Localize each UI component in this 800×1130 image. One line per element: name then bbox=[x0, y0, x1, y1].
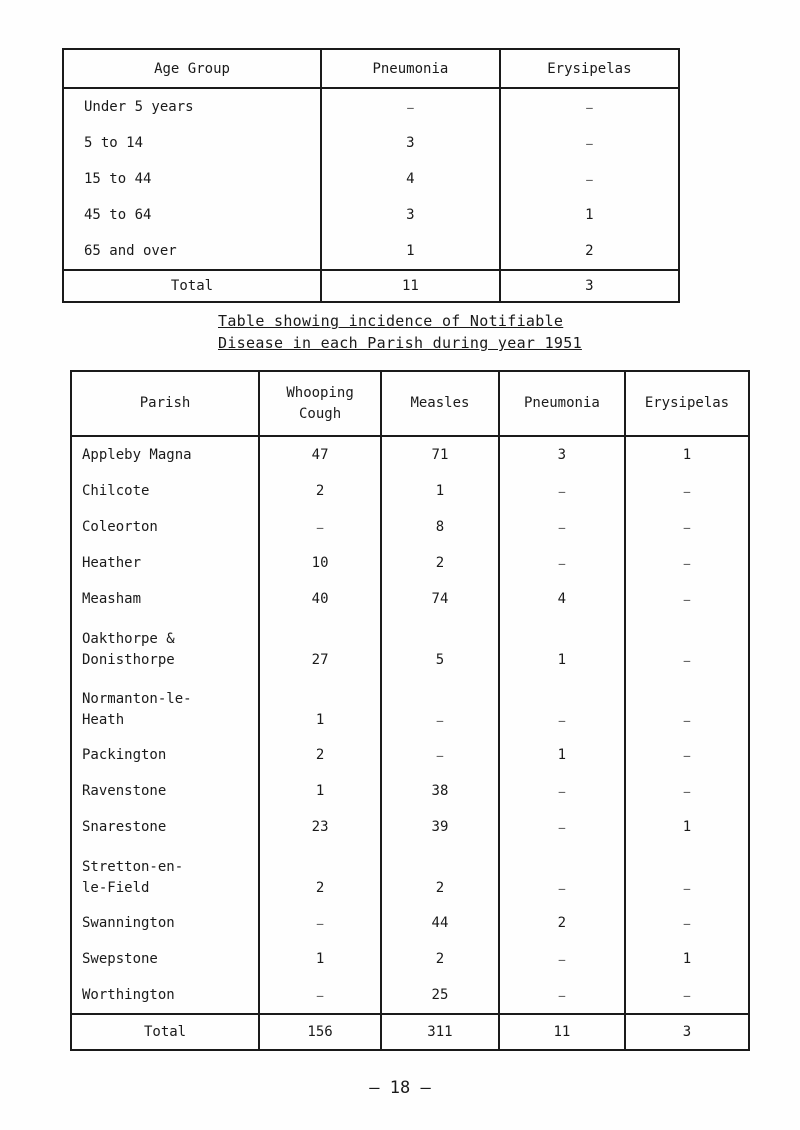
header-cell: Whooping Cough bbox=[259, 371, 381, 436]
parish-name-cell: Coleorton bbox=[71, 509, 259, 545]
value-cell: 25 bbox=[381, 977, 499, 1014]
value-cell: – bbox=[625, 677, 749, 737]
table-row bbox=[71, 809, 749, 845]
table-row bbox=[71, 436, 749, 473]
parish-name-cell: Stretton-en- le-Field bbox=[71, 845, 259, 905]
value-cell: – bbox=[625, 509, 749, 545]
value-cell: – bbox=[381, 737, 499, 773]
value-cell: – bbox=[499, 509, 625, 545]
parish-name-cell: Measham bbox=[71, 581, 259, 617]
value-cell: 1 bbox=[381, 473, 499, 509]
header-cell: Erysipelas bbox=[625, 371, 749, 436]
value-cell: 1 bbox=[259, 773, 381, 809]
value-cell: – bbox=[499, 977, 625, 1014]
parish-disease-table bbox=[70, 370, 750, 1051]
parish-name-cell: Heather bbox=[71, 545, 259, 581]
value-cell: 1 bbox=[625, 436, 749, 473]
value-cell: – bbox=[259, 977, 381, 1014]
header-cell: Measles bbox=[381, 371, 499, 436]
value-cell: 3 bbox=[499, 436, 625, 473]
value-cell: 74 bbox=[381, 581, 499, 617]
value-cell: 1 bbox=[259, 941, 381, 977]
value-cell: 44 bbox=[381, 905, 499, 941]
value-cell: 2 bbox=[381, 545, 499, 581]
header-cell: Parish bbox=[71, 371, 259, 436]
age-cell: 45 to 64 bbox=[63, 197, 321, 233]
table-row bbox=[71, 509, 749, 545]
total-row bbox=[63, 270, 679, 302]
value-cell: – bbox=[499, 941, 625, 977]
table-row bbox=[71, 941, 749, 977]
value-cell: 1 bbox=[321, 233, 500, 270]
value-cell: – bbox=[625, 977, 749, 1014]
header-cell: Erysipelas bbox=[500, 49, 679, 88]
value-cell: 2 bbox=[259, 737, 381, 773]
parish-table-body bbox=[71, 436, 749, 1014]
value-cell: 1 bbox=[499, 737, 625, 773]
table-row bbox=[71, 977, 749, 1014]
value-cell: 2 bbox=[259, 845, 381, 905]
table-row bbox=[71, 845, 749, 905]
value-cell: – bbox=[499, 845, 625, 905]
value-cell: 8 bbox=[381, 509, 499, 545]
value-cell: – bbox=[625, 617, 749, 677]
parish-name-cell: Ravenstone bbox=[71, 773, 259, 809]
value-cell: 4 bbox=[499, 581, 625, 617]
parish-name-cell: Normanton-le- Heath bbox=[71, 677, 259, 737]
table-row bbox=[71, 473, 749, 509]
page-number: – 18 – bbox=[369, 1078, 431, 1098]
value-cell: 2 bbox=[500, 233, 679, 270]
header-cell: Age Group bbox=[63, 49, 321, 88]
parish-name-cell: Chilcote bbox=[71, 473, 259, 509]
value-cell: 2 bbox=[499, 905, 625, 941]
table-row bbox=[71, 581, 749, 617]
parish-name-cell: Packington bbox=[71, 737, 259, 773]
value-cell: – bbox=[625, 845, 749, 905]
table-row bbox=[71, 545, 749, 581]
value-cell: – bbox=[625, 473, 749, 509]
age-group-table bbox=[62, 48, 680, 303]
value-cell: – bbox=[500, 88, 679, 125]
table-row bbox=[63, 233, 679, 270]
parish-name-cell: Appleby Magna bbox=[71, 436, 259, 473]
age-cell: Under 5 years bbox=[63, 88, 321, 125]
table-row bbox=[71, 773, 749, 809]
table-header-row bbox=[63, 49, 679, 88]
value-cell: – bbox=[259, 509, 381, 545]
total-value: 3 bbox=[625, 1014, 749, 1050]
header-cell: Pneumonia bbox=[499, 371, 625, 436]
value-cell: – bbox=[499, 473, 625, 509]
age-cell: 5 to 14 bbox=[63, 125, 321, 161]
table-row bbox=[71, 737, 749, 773]
value-cell: 5 bbox=[381, 617, 499, 677]
value-cell: 1 bbox=[259, 677, 381, 737]
table-row bbox=[71, 677, 749, 737]
value-cell: 1 bbox=[500, 197, 679, 233]
value-cell: 1 bbox=[625, 809, 749, 845]
parish-name-cell: Worthington bbox=[71, 977, 259, 1014]
value-cell: – bbox=[381, 677, 499, 737]
value-cell: 3 bbox=[321, 125, 500, 161]
value-cell: 4 bbox=[321, 161, 500, 197]
total-value: 156 bbox=[259, 1014, 381, 1050]
value-cell: 40 bbox=[259, 581, 381, 617]
value-cell: 10 bbox=[259, 545, 381, 581]
table-caption-line1: Table showing incidence of Notifiable bbox=[218, 312, 564, 330]
value-cell: – bbox=[625, 545, 749, 581]
header-cell: Pneumonia bbox=[321, 49, 500, 88]
parish-name-cell: Oakthorpe & Donisthorpe bbox=[71, 617, 259, 677]
parish-name-cell: Snarestone bbox=[71, 809, 259, 845]
value-cell: – bbox=[499, 545, 625, 581]
value-cell: – bbox=[625, 581, 749, 617]
value-cell: 1 bbox=[625, 941, 749, 977]
value-cell: 71 bbox=[381, 436, 499, 473]
table-row bbox=[63, 161, 679, 197]
value-cell: 47 bbox=[259, 436, 381, 473]
value-cell: – bbox=[321, 88, 500, 125]
parish-name-cell: Swannington bbox=[71, 905, 259, 941]
value-cell: 27 bbox=[259, 617, 381, 677]
value-cell: – bbox=[625, 737, 749, 773]
value-cell: – bbox=[625, 773, 749, 809]
table-row bbox=[71, 905, 749, 941]
value-cell: 2 bbox=[381, 941, 499, 977]
table-row bbox=[63, 197, 679, 233]
age-cell: 65 and over bbox=[63, 233, 321, 270]
value-cell: – bbox=[499, 809, 625, 845]
value-cell: 3 bbox=[321, 197, 500, 233]
total-label: Total bbox=[63, 270, 321, 302]
total-value: 11 bbox=[499, 1014, 625, 1050]
parish-name-cell: Swepstone bbox=[71, 941, 259, 977]
table-row bbox=[63, 88, 679, 125]
total-value: 311 bbox=[381, 1014, 499, 1050]
total-label: Total bbox=[71, 1014, 259, 1050]
age-cell: 15 to 44 bbox=[63, 161, 321, 197]
total-row bbox=[71, 1014, 749, 1050]
table-row bbox=[63, 125, 679, 161]
value-cell: – bbox=[499, 773, 625, 809]
total-value: 3 bbox=[500, 270, 679, 302]
table-header-row bbox=[71, 371, 749, 436]
value-cell: – bbox=[499, 677, 625, 737]
value-cell: 2 bbox=[259, 473, 381, 509]
value-cell: 39 bbox=[381, 809, 499, 845]
table-row bbox=[71, 617, 749, 677]
table-caption-line2: Disease in each Parish during year 1951 bbox=[218, 334, 582, 352]
value-cell: – bbox=[259, 905, 381, 941]
value-cell: – bbox=[625, 905, 749, 941]
value-cell: – bbox=[500, 161, 679, 197]
value-cell: – bbox=[500, 125, 679, 161]
value-cell: 1 bbox=[499, 617, 625, 677]
value-cell: 38 bbox=[381, 773, 499, 809]
value-cell: 2 bbox=[381, 845, 499, 905]
total-value: 11 bbox=[321, 270, 500, 302]
value-cell: 23 bbox=[259, 809, 381, 845]
